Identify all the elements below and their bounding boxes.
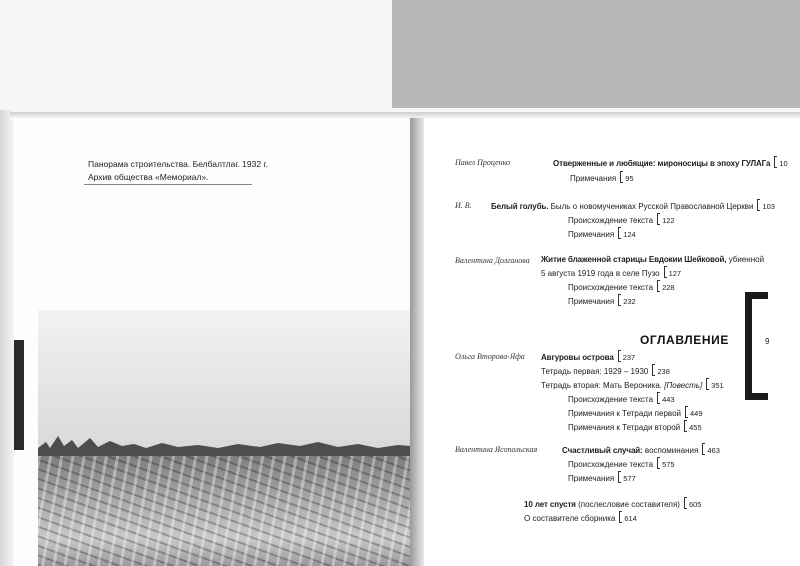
construction-photo	[38, 310, 424, 566]
toc-subentry-page: 449	[689, 409, 703, 418]
toc-subentry	[568, 457, 675, 470]
toc-subentry-label: Примечания	[568, 297, 615, 306]
toc-title-7: О составителе сборника	[524, 514, 616, 523]
toc-subentry-page: 95	[625, 174, 634, 183]
page-bracket-icon	[657, 280, 660, 292]
toc-title-6: 10 лет спустя	[524, 500, 576, 509]
toc-subentry-page: 575	[662, 460, 675, 469]
page-bracket-icon	[618, 294, 621, 306]
toc-title-1: Отверженные и любящие: мироносицы в эпоху ГУЛАГа	[553, 159, 771, 168]
page-bracket-icon	[652, 364, 655, 376]
toc-page-3: 127	[668, 269, 682, 278]
page-edge-marker	[14, 340, 24, 450]
page-bracket-icon	[774, 156, 777, 168]
toc-subentry-label: Примечания	[568, 474, 615, 483]
toc-page-7: 614	[624, 514, 637, 523]
toc-entry-1	[553, 156, 788, 169]
page-title: ОГЛАВЛЕНИЕ	[640, 333, 730, 347]
page-bracket-icon	[684, 420, 687, 432]
toc-subentry-label-italic: [Повесть]	[664, 381, 703, 390]
book-edge-shadow	[0, 110, 14, 566]
toc-subentry-label: Тетрадь вторая: Мать Вероника.	[541, 381, 663, 390]
toc-page-5: 463	[707, 446, 720, 455]
toc-subtitle-3: убиенной	[728, 255, 765, 264]
toc-subentry-label: Примечания	[568, 230, 615, 239]
toc-subentry-label: Примечания к Тетради первой	[568, 409, 681, 418]
toc-entry-3-cont	[541, 266, 681, 279]
page-bracket-icon	[664, 266, 667, 278]
page-bracket-icon	[702, 443, 705, 455]
page-bracket-icon	[706, 378, 709, 390]
toc-subentry	[570, 171, 634, 184]
page-bracket-icon	[657, 213, 660, 225]
photo-caption	[88, 158, 268, 184]
page-bracket-icon	[657, 392, 660, 404]
page-bracket-icon	[657, 457, 660, 469]
toc-entry-6	[524, 497, 701, 510]
book-gutter	[410, 118, 424, 566]
page-bracket-icon	[620, 171, 623, 183]
toc-subentry	[568, 392, 675, 405]
toc-subentry-page: 232	[623, 297, 636, 306]
toc-subentry-label: Происхождение текста	[568, 216, 654, 225]
contents-bracket-icon	[745, 292, 768, 400]
toc-author-3: Валентина Долганова	[455, 256, 530, 265]
toc-subentry	[568, 471, 636, 484]
toc-subentry	[568, 213, 675, 226]
toc-subentry-label: Происхождение текста	[568, 460, 654, 469]
toc-subentry-page: 443	[662, 395, 675, 404]
page-bracket-icon	[618, 350, 621, 362]
toc-subentry-label: Происхождение текста	[568, 395, 654, 404]
toc-subentry-page: 351	[711, 381, 724, 390]
toc-author-4: Ольга Второва-Яфа	[455, 352, 525, 361]
page-bracket-icon	[618, 471, 621, 483]
caption-line-2: Архив общества «Мемориал».	[88, 172, 209, 182]
toc-subentry	[568, 280, 675, 293]
toc-subentry	[568, 420, 702, 433]
toc-subentry-label: Примечания	[570, 174, 617, 183]
toc-page-2: 103	[762, 202, 775, 211]
toc-title-2: Белый голубь.	[491, 202, 549, 211]
toc-page-6: 605	[688, 500, 702, 509]
toc-subentry-page: 577	[623, 474, 636, 483]
toc-entry-7	[524, 511, 637, 524]
toc-entry-3	[541, 254, 764, 265]
toc-subentry-page: 124	[623, 230, 636, 239]
toc-entry-2	[491, 199, 775, 212]
page-number: 9	[765, 337, 770, 346]
toc-entry-5	[562, 443, 720, 456]
toc-subentry	[541, 378, 724, 391]
toc-subentry-label: Происхождение текста	[568, 283, 654, 292]
toc-entry-4	[541, 350, 635, 363]
left-page	[14, 118, 412, 566]
toc-subtitle-3b: 5 августа 1919 года в селе Пузо	[541, 269, 660, 278]
page-bracket-icon	[757, 199, 760, 211]
toc-subentry-label: Тетрадь первая: 1929 – 1930	[541, 367, 649, 376]
toc-subentry	[541, 364, 670, 377]
toc-title-4: Авгуровы острова	[541, 353, 614, 362]
toc-page-1: 10	[779, 159, 788, 168]
toc-page-4: 237	[622, 353, 636, 362]
page-bracket-icon	[684, 497, 687, 509]
photo-ground	[38, 456, 424, 566]
toc-subentry-page: 228	[662, 283, 675, 292]
page-bracket-icon	[685, 406, 688, 418]
toc-author-2: И. В.	[455, 201, 472, 210]
toc-title-5: Счастливый случай:	[562, 446, 643, 455]
toc-subentry	[568, 294, 636, 307]
toc-subentry-page: 122	[662, 216, 675, 225]
page-bracket-icon	[618, 227, 621, 239]
caption-line-1: Панорама строительства. Белбалтлаг. 1932 г.	[88, 159, 268, 169]
toc-subentry-page: 238	[657, 367, 670, 376]
page-bracket-icon	[619, 511, 622, 523]
toc-subentry-label: Примечания к Тетради второй	[568, 423, 681, 432]
toc-subentry	[568, 227, 636, 240]
scan-shadow-area	[392, 0, 800, 108]
toc-subentry	[568, 406, 703, 419]
toc-subtitle-6: (послесловие составителя)	[578, 500, 680, 509]
caption-rule	[84, 184, 252, 185]
toc-subentry-page: 455	[689, 423, 702, 432]
toc-subtitle-5: воспоминания	[644, 446, 699, 455]
toc-author-5: Валентина Ясопольская	[455, 445, 538, 454]
toc-title-3: Житие блаженной старицы Евдокии Шейковой,	[541, 255, 727, 264]
toc-author-1: Павел Проценко	[455, 158, 511, 167]
toc-subtitle-2: Быль о новомучениках Русской Православной Церкви	[550, 202, 754, 211]
